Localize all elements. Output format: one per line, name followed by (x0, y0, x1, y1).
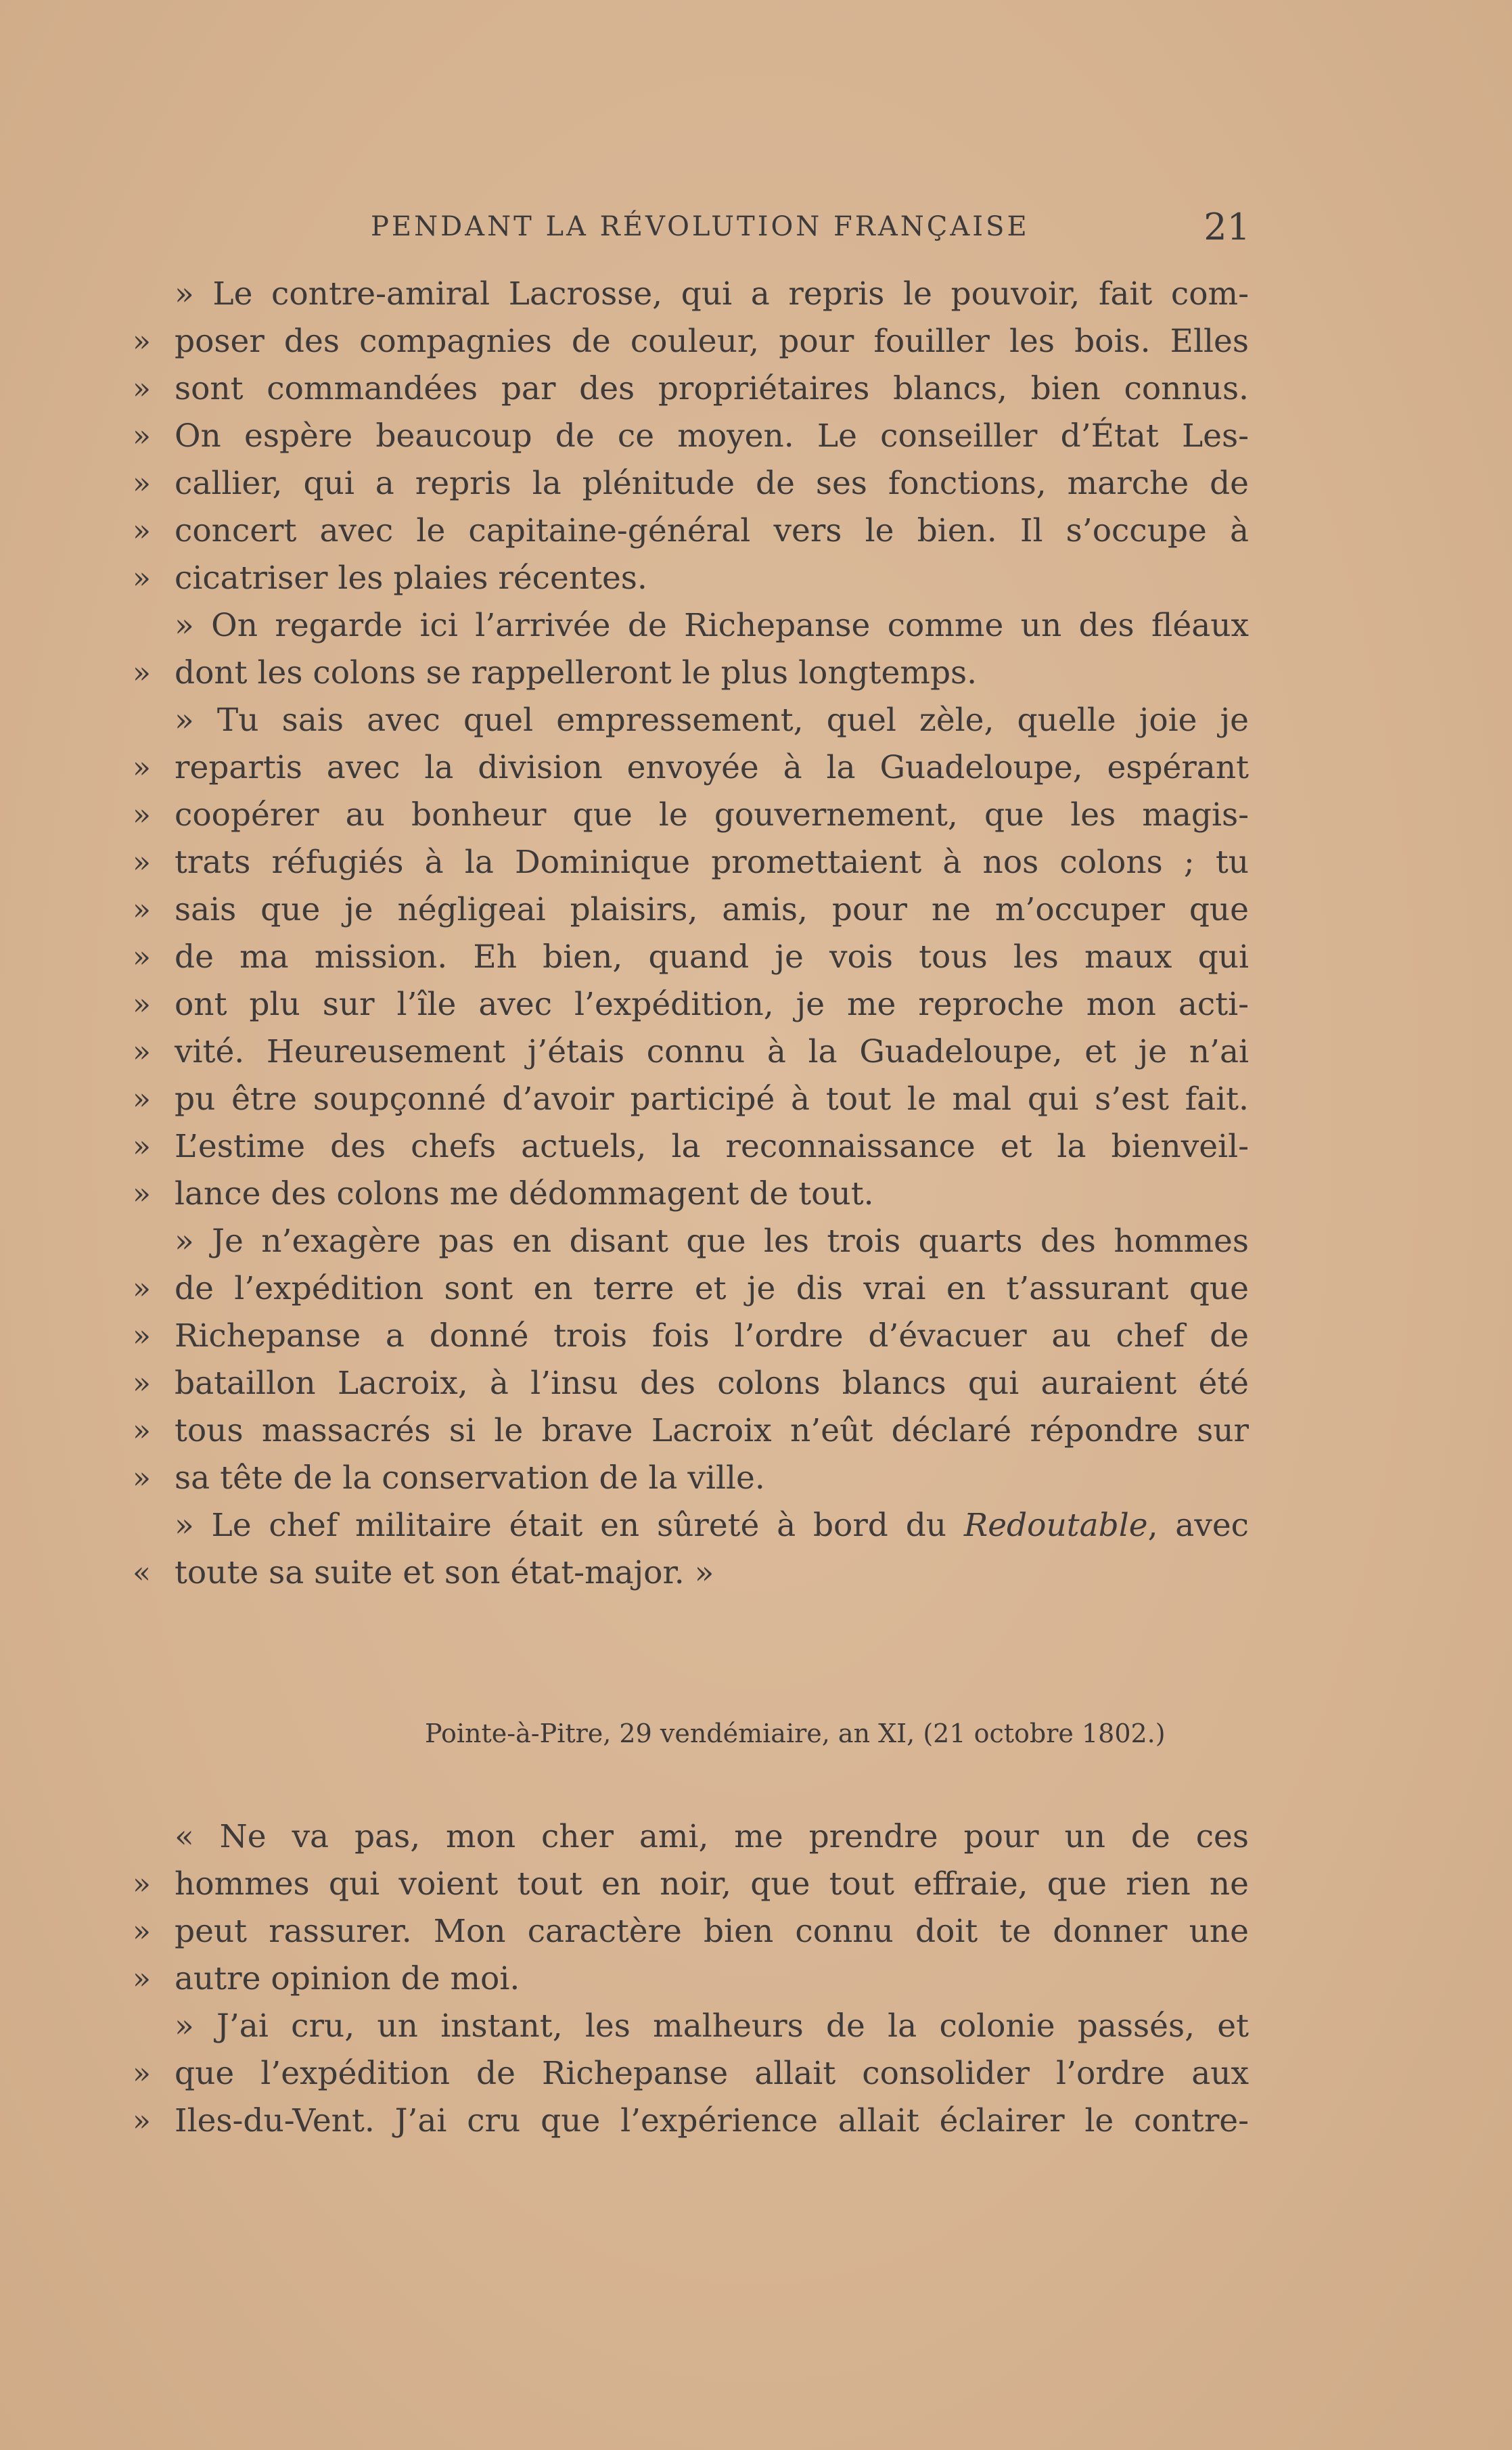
text-line (133, 1955, 1249, 2003)
quote-mark: » (133, 1413, 151, 1448)
line-text: tous massacrés si le brave Lacroix n’eût déclaré répondre sur (175, 1412, 1249, 1449)
line-text: L’estime des chefs actuels, la reconnaissance et la bienveil- (175, 1128, 1249, 1165)
quote-mark: » (133, 561, 151, 595)
text-line (133, 2050, 1249, 2097)
line-text: hommes qui voient tout en noir, que tout effraie, que rien ne (175, 1865, 1249, 1903)
line-text: que l’expédition de Richepanse allait consolider l’ordre aux (175, 2055, 1249, 2092)
line-text: » Je n’exagère pas en disant que les trois quarts des hommes (175, 1223, 1249, 1260)
line-text: coopérer au bonheur que le gouvernement, que les magis- (175, 796, 1249, 834)
quote-mark: » (133, 750, 151, 785)
quote-mark: » (133, 1177, 151, 1211)
letter-section-2 (133, 1813, 1249, 2145)
line-text: dont les colons se rappelleront le plus longtemps. (175, 654, 978, 691)
letter-dateline: Pointe-à-Pitre, 29 vendémiaire, an XI, (21 octobre 1802.) (425, 1719, 1166, 1748)
text-line (133, 792, 1249, 839)
quote-mark: « (133, 1556, 151, 1590)
page-number: 21 (1204, 206, 1250, 248)
line-text: » J’ai cru, un instant, les malheurs de la colonie passés, et (175, 2007, 1249, 2045)
line-text: ont plu sur l’île avec l’expédition, je me reproche mon acti- (175, 986, 1249, 1023)
text-line (133, 2097, 1249, 2145)
text-line (133, 1549, 1249, 1597)
line-text: poser des compagnies de couleur, pour fouiller les bois. Elles (175, 323, 1249, 360)
line-text: peut rassurer. Mon caractère bien connu doit te donner une (175, 1913, 1249, 1950)
text-line (133, 507, 1249, 555)
text-line (133, 602, 1249, 650)
text-line (133, 1265, 1249, 1313)
line-text: callier, qui a repris la plénitude de ses fonctions, marche de (175, 465, 1249, 502)
text-line (133, 1908, 1249, 1955)
text-line (133, 1123, 1249, 1171)
quote-mark: » (133, 514, 151, 548)
line-text: cicatriser les plaies récentes. (175, 560, 647, 597)
line-text: repartis avec la division envoyée à la Guadeloupe, espérant (175, 749, 1249, 786)
ship-name: Redoutable (963, 1507, 1148, 1544)
text-line (133, 1171, 1249, 1218)
quote-mark: » (133, 2056, 151, 2091)
quote-mark: » (133, 845, 151, 880)
letter-section-1 (133, 271, 1249, 1597)
text-line (133, 2003, 1249, 2050)
text-line (133, 744, 1249, 792)
page-header (371, 206, 1250, 258)
quote-mark: » (133, 419, 151, 453)
line-text: « Ne va pas, mon cher ami, me prendre pour un de ces (175, 1818, 1249, 1855)
quote-mark: » (133, 1129, 151, 1164)
text-line (133, 1360, 1249, 1407)
line-text-start: » Le chef militaire était en sûreté à bord du (175, 1507, 964, 1544)
line-text: lance des colons me dédommagent de tout. (175, 1175, 874, 1212)
text-line (133, 1502, 1249, 1549)
running-title: PENDANT LA RÉVOLUTION FRANÇAISE (371, 211, 1030, 242)
quote-mark: » (133, 1082, 151, 1116)
line-text: autre opinion de moi. (175, 1960, 520, 1997)
line-text: Iles-du-Vent. J’ai cru que l’expérience allait éclairer le contre- (175, 2102, 1249, 2139)
line-text: sont commandées par des propriétaires blancs, bien connus. (175, 370, 1249, 407)
text-line (133, 934, 1249, 981)
line-text: bataillon Lacroix, à l’insu des colons blancs qui auraient été (175, 1365, 1249, 1402)
text-line (133, 413, 1249, 460)
quote-mark: » (133, 324, 151, 359)
quote-mark: » (133, 1271, 151, 1306)
quote-mark: » (133, 1867, 151, 1901)
text-line (133, 460, 1249, 507)
line-text: sais que je négligeai plaisirs, amis, pour ne m’occuper que (175, 891, 1249, 928)
text-line (133, 1076, 1249, 1123)
line-text: sa tête de la conservation de la ville. (175, 1459, 765, 1497)
text-line (133, 839, 1249, 886)
quote-mark: » (133, 1914, 151, 1949)
quote-mark: » (133, 371, 151, 406)
line-text: » Tu sais avec quel empressement, quel zèle, quelle joie je (175, 702, 1249, 739)
line-text: toute sa suite et son état-major. » (175, 1554, 714, 1591)
line-text: concert avec le capitaine-général vers le bien. Il s’occupe à (175, 512, 1249, 549)
line-text: de ma mission. Eh bien, quand je vois tous les maux qui (175, 938, 1249, 976)
quote-mark: » (133, 1461, 151, 1495)
quote-mark: » (133, 1366, 151, 1401)
quote-mark: » (133, 466, 151, 501)
quote-mark: » (133, 987, 151, 1022)
line-text (133, 1502, 1249, 1549)
text-line (133, 1861, 1249, 1908)
quote-mark: » (133, 798, 151, 832)
quote-mark: » (133, 1961, 151, 1996)
text-line (133, 271, 1249, 318)
text-line (133, 555, 1249, 602)
quote-mark: » (133, 892, 151, 927)
line-text: trats réfugiés à la Dominique promettaient à nos colons ; tu (175, 844, 1249, 881)
quote-mark: » (133, 1035, 151, 1069)
line-text: de l’expédition sont en terre et je dis vrai en t’assurant que (175, 1270, 1249, 1307)
text-line (133, 697, 1249, 744)
line-text: vité. Heureusement j’étais connu à la Guadeloupe, et je n’ai (175, 1033, 1249, 1070)
text-line (133, 981, 1249, 1028)
line-text: pu être soupçonné d’avoir participé à tout le mal qui s’est fait. (175, 1081, 1249, 1118)
text-line (133, 1218, 1249, 1265)
line-text: » Le contre-amiral Lacrosse, qui a repris le pouvoir, fait com- (175, 275, 1249, 313)
quote-mark: » (133, 940, 151, 974)
line-text-end: , avec (1147, 1507, 1250, 1544)
quote-mark: » (133, 1319, 151, 1353)
text-line (133, 365, 1249, 413)
text-line (133, 886, 1249, 934)
text-line (133, 1313, 1249, 1360)
text-line (133, 1455, 1249, 1502)
line-text: » On regarde ici l’arrivée de Richepanse comme un des fléaux (175, 607, 1249, 644)
text-line (133, 1813, 1249, 1861)
text-line (133, 318, 1249, 365)
quote-mark: » (133, 656, 151, 690)
text-line (133, 1028, 1249, 1076)
text-line (133, 650, 1249, 697)
text-line (133, 1407, 1249, 1455)
line-text: Richepanse a donné trois fois l’ordre d’évacuer au chef de (175, 1317, 1249, 1355)
quote-mark: » (133, 2104, 151, 2138)
line-text: On espère beaucoup de ce moyen. Le conseiller d’État Les- (175, 417, 1249, 455)
